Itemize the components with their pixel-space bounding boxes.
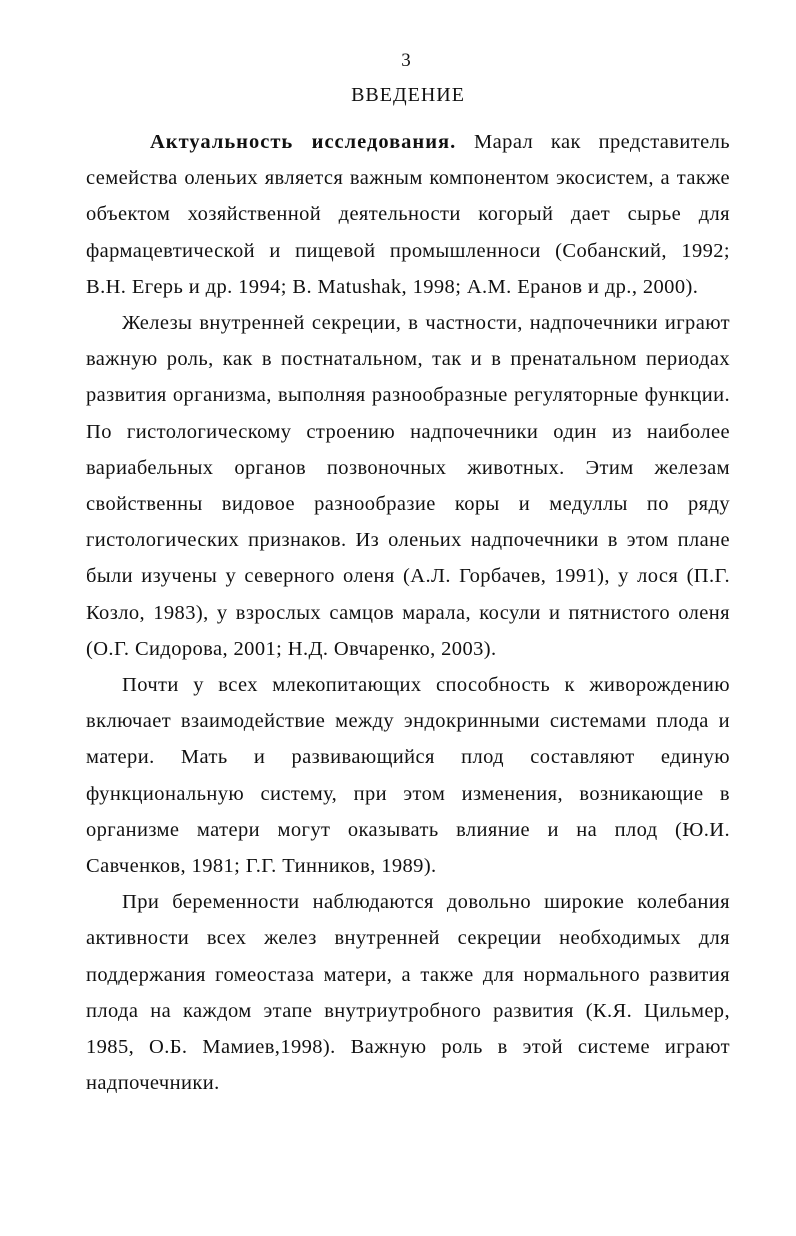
paragraph-relevance <box>86 124 730 305</box>
document-body <box>86 124 730 1101</box>
paragraph-viviparity: Почти у всех млекопитающих способность к живорождению включает взаимодействие между эндокринными системами плода и матери. Мать и развивающийся плод составляют единую функциональную систему, при этом изменения, возникающие в организме матери могут оказывать влияние и на плод (Ю.И. Савченков, 1981; Г.Г. Тинников, 1989). <box>86 674 730 878</box>
relevance-heading: Актуальность исследования. <box>150 131 457 153</box>
paragraph-adrenal-glands: Железы внутренней секреции, в частности, надпочечники играют важную роль, как в постнатальном, так и в пренатальном периодах развития организма, выполняя разнообразные регуляторные функции. По гистологическому строению надпочечники один из наиболее вариабельных органов позвоночных животных. Этим железам свойственны видовое разнообразие коры и медуллы по ряду гистологических признаков. Из оленьих надпочечники в этом плане были изучены у северного оленя (А.Л. Горбачев, 1991), у лося (П.Г. Козло, 1983), у взрослых самцов марала, косули и пятнистого оленя (О.Г. Сидорова, 2001; Н.Д. Овчаренко, 2003). <box>86 312 730 660</box>
page-number: 3 <box>401 50 411 71</box>
paragraph-text: Марал как представитель семейства оленьих является важным компонентом экосистем, а также объектом хозяйственной деятельности когорый дает сырье для фармацевтической и пищевой промышленноси (Собанский, 1992; В.Н. Егерь и др. 1994; B. Matushak, 1998; А.М. Еранов и др., 2000). <box>86 131 730 298</box>
page-title: ВВЕДЕНИЕ <box>351 84 465 106</box>
paragraph-pregnancy: При беременности наблюдаются довольно широкие колебания активности всех желез внутренней секреции необходимых для поддержания гомеостаза матери, а также для нормального развития плода на каждом этапе внутриутробного развития (К.Я. Цильмер, 1985, О.Б. Мамиев,1998). Важную роль в этой системе играют надпочечники. <box>86 891 730 1095</box>
